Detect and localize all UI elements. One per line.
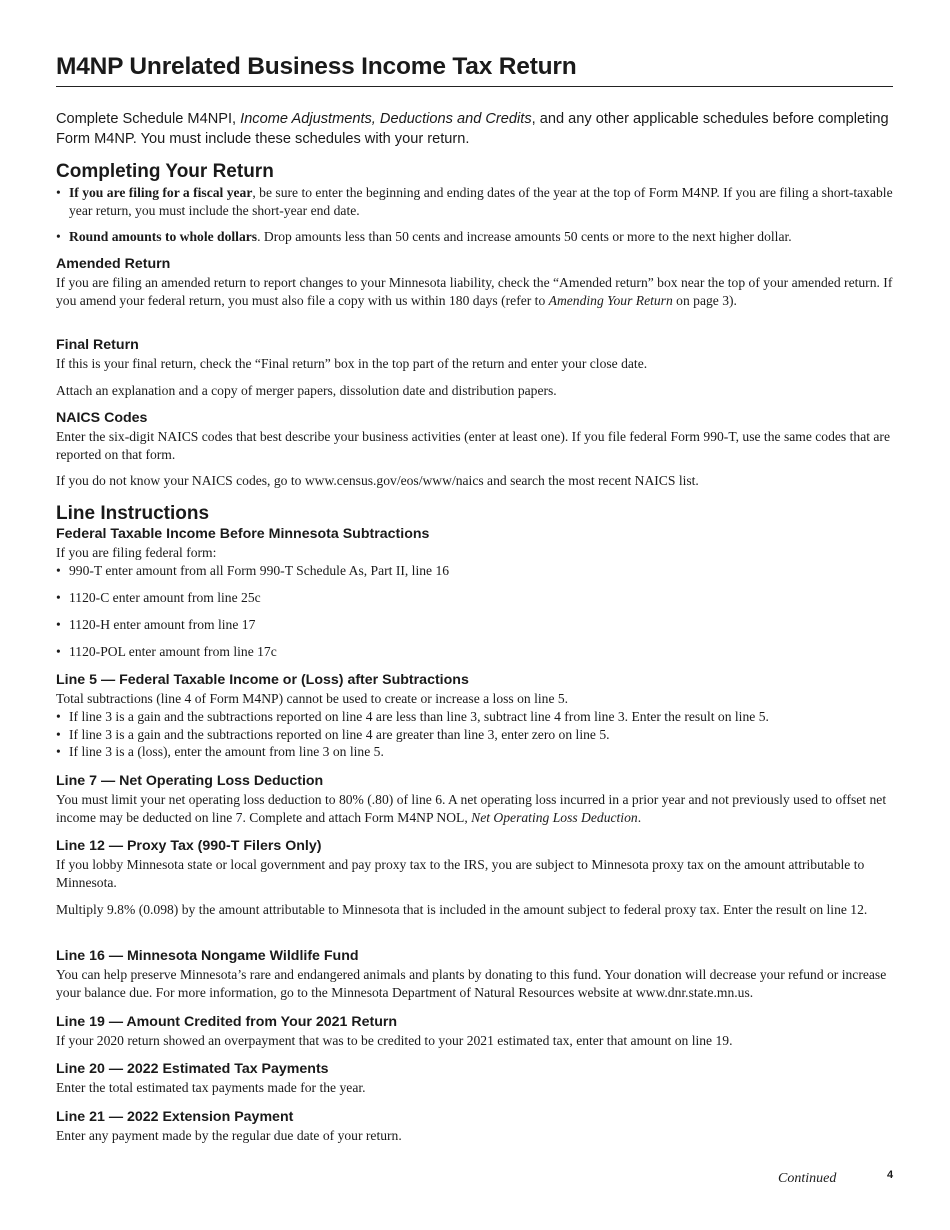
amended-text-italic: Amending Your Return [548,292,673,308]
line7-text-italic: Net Operating Loss Deduction [471,809,638,825]
final-paragraph-1: If this is your final return, check the “Final return” box in the top part of the return and enter your close date. [56,356,648,371]
federal-item-text: 990-T enter amount from all Form 990-T Schedule As, Part II, line 16 [69,563,450,578]
federal-item-text: 1120-POL enter amount from line 17c [69,644,277,659]
completing-heading: Completing Your Return [56,161,274,182]
intro-text-italic: Income Adjustments, Deductions and Credits [240,111,532,127]
federal-intro: If you are filing federal form: [56,545,217,560]
completing-bullet-round: • Round amounts to whole dollars. Drop amounts less than 50 cents and increase amounts 50 cents or more to the next higher dollar. [56,229,792,244]
naics-heading: NAICS Codes [56,410,148,426]
bullet-bold-text: If you are filing for a fiscal year [69,185,253,200]
line7-text-a: You must limit your net operating loss deduction to 80% (.80) of line 6. A net operating loss incurred in a prior year and not previously used to offset net income may be deducted on line 7. Complete and attach Form M4NP NOL, [56,792,887,825]
line20-heading: Line 20 — 2022 Estimated Tax Payments [56,1061,329,1077]
line5-item: • If line 3 is a (loss), enter the amount from line 3 on line 5. [56,744,384,759]
line20-paragraph: Enter the total estimated tax payments made for the year. [56,1080,366,1095]
amended-text-c: on page 3). [672,292,737,308]
intro-text-c: , and any other applicable schedules before completing Form M4NP. You must include these schedules with your return. [56,111,889,147]
federal-item: • 990-T enter amount from all Form 990-T Schedule As, Part II, line 16 [56,563,450,578]
bullet-text: , be sure to enter the beginning and ending dates of the year at the top of Form M4NP. If you are filing a short-taxable year return, you must include the short-year end date. [69,185,893,218]
federal-item: • 1120-C enter amount from line 25c [56,590,261,605]
line12-heading: Line 12 — Proxy Tax (990-T Filers Only) [56,838,322,854]
intro-paragraph [56,109,893,149]
final-paragraph-2: Attach an explanation and a copy of merger papers, dissolution date and distribution papers. [56,383,557,398]
line7-text-c: . [637,809,642,825]
line5-item-text: If line 3 is a gain and the subtractions reported on line 4 are less than line 3, subtract line 4 from line 3. Enter the result on line 5. [69,709,769,724]
amended-text-a: If you are filing an amended return to report changes to your Minnesota liability, check the “Amended return” box near the top of your amended return. If you amend your federal return, you must also file a copy with us within 180 days (refer to [56,275,893,308]
page-number: 4 [887,1169,894,1181]
line12-paragraph-1: If you lobby Minnesota state or local government and pay proxy tax to the IRS, you are subject to Minnesota proxy tax on the amount attributable to Minnesota. [56,857,865,890]
bullet-text: . Drop amounts less than 50 cents and increase amounts 50 cents or more to the next higher dollar. [257,229,792,244]
amended-heading: Amended Return [56,256,171,272]
bullet-bold-text: Round amounts to whole dollars [69,229,258,244]
line-instructions-heading: Line Instructions [56,503,210,524]
line5-item-text: If line 3 is a gain and the subtractions reported on line 4 are greater than line 3, enter zero on line 5. [69,727,610,742]
federal-item: • 1120-POL enter amount from line 17c [56,644,277,659]
line5-heading: Line 5 — Federal Taxable Income or (Loss) after Subtractions [56,672,469,688]
line19-paragraph: If your 2020 return showed an overpayment that was to be credited to your 2021 estimated tax, enter that amount on line 19. [56,1033,733,1048]
line19-heading: Line 19 — Amount Credited from Your 2021 Return [56,1014,398,1030]
federal-item-text: 1120-C enter amount from line 25c [69,590,261,605]
line21-heading: Line 21 — 2022 Extension Payment [56,1109,294,1125]
line7-paragraph [56,791,893,826]
line21-paragraph: Enter any payment made by the regular due date of your return. [56,1128,402,1143]
federal-item: • 1120-H enter amount from line 17 [56,617,256,632]
line5-item-text: If line 3 is a (loss), enter the amount from line 3 on line 5. [69,744,384,759]
line5-intro: Total subtractions (line 4 of Form M4NP) cannot be used to create or increase a loss on line 5. [56,691,569,706]
page-title: M4NP Unrelated Business Income Tax Return [56,52,893,87]
line7-heading: Line 7 — Net Operating Loss Deduction [56,773,324,789]
line16-paragraph: You can help preserve Minnesota’s rare and endangered animals and plants by donating to this fund. Your donation will decrease your refund or increase your balance due. For more information, go to the Minnesota Department of Natural Resources website at www.dnr.state.mn.us. [56,967,887,1000]
continued-label: Continued [778,1171,837,1186]
amended-paragraph [56,274,893,309]
completing-bullet-fiscal-year: • If you are filing for a fiscal year, be sure to enter the beginning and ending dates of the year at the top of Form M4NP. If you are filing a short-taxable year return, you must include the short-year end date. [56,185,893,218]
federal-taxable-income-heading: Federal Taxable Income Before Minnesota Subtractions [56,526,430,542]
federal-item-text: 1120-H enter amount from line 17 [69,617,256,632]
line12-paragraph-2: Multiply 9.8% (0.098) by the amount attributable to Minnesota that is included in the amount subject to federal proxy tax. Enter the result on line 12. [56,902,868,917]
naics-paragraph-2: If you do not know your NAICS codes, go to www.census.gov/eos/www/naics and search the most recent NAICS list. [56,473,699,488]
line5-item: • If line 3 is a gain and the subtractions reported on line 4 are greater than line 3, enter zero on line 5. [56,727,610,742]
naics-paragraph-1: Enter the six-digit NAICS codes that best describe your business activities (enter at least one). If you file federal Form 990-T, use the same codes that are reported on that form. [56,429,890,462]
line5-item: • If line 3 is a gain and the subtractions reported on line 4 are less than line 3, subtract line 4 from line 3. Enter the result on line 5. [56,709,769,724]
final-heading: Final Return [56,337,139,353]
intro-text-a: Complete Schedule M4NPI, [56,111,241,127]
line16-heading: Line 16 — Minnesota Nongame Wildlife Fund [56,948,359,964]
